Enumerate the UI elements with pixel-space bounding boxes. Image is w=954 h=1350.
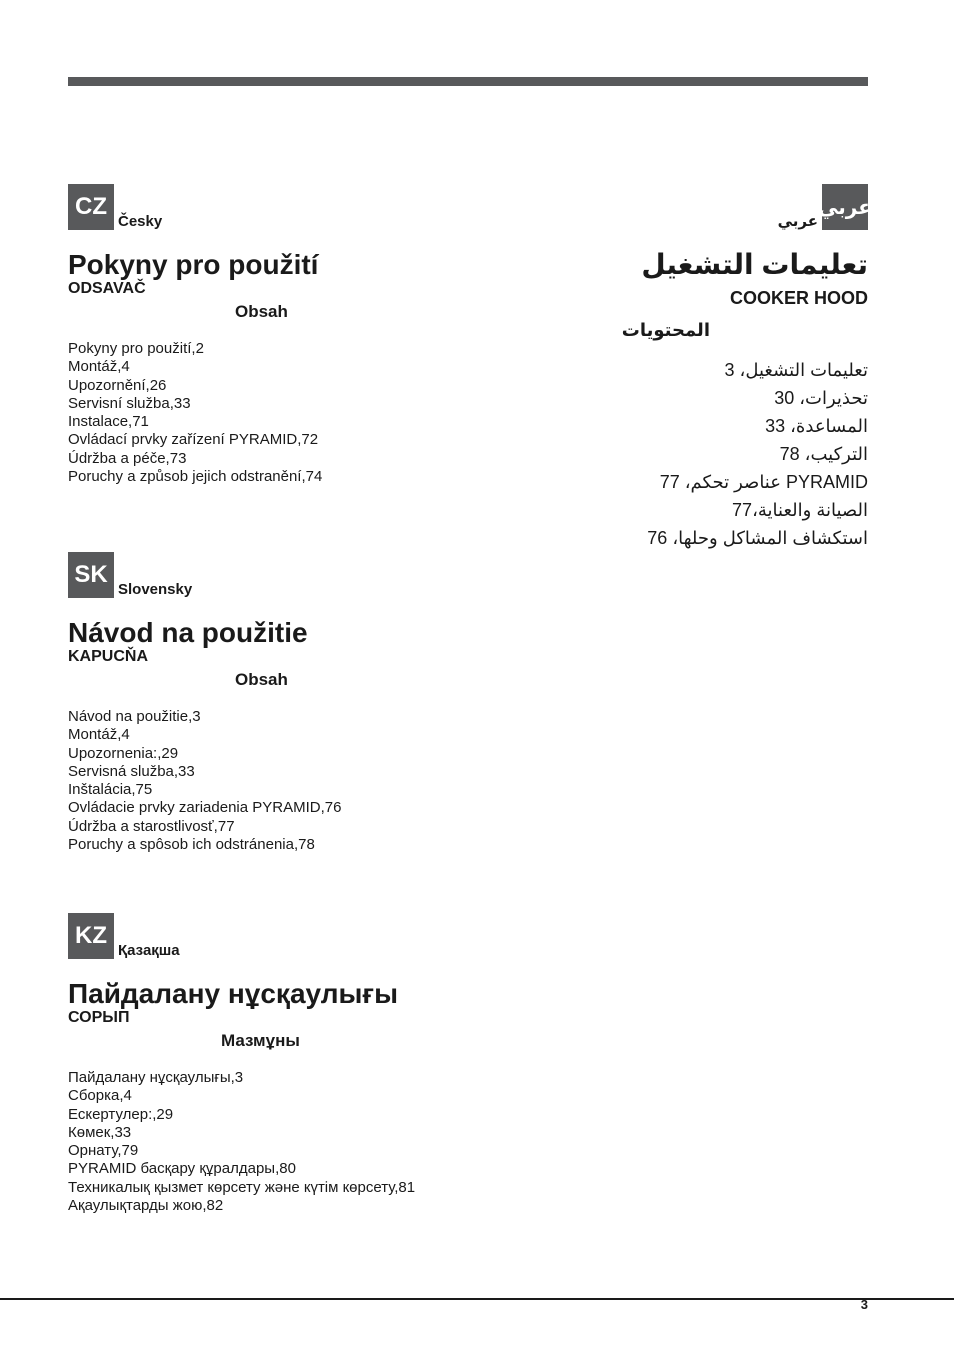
contents-heading: Мазмұны (221, 1031, 300, 1050)
toc-item[interactable]: Servisní služba,33 (68, 394, 191, 412)
toc-item[interactable]: Сборка,4 (68, 1087, 132, 1105)
toc-item[interactable]: Poruchy a spôsob ich odstránenia,78 (68, 836, 315, 854)
contents-heading: Obsah (235, 670, 288, 689)
section-title: Pokyny pro použití (68, 249, 319, 280)
toc-item[interactable]: التركيب، 78 (779, 444, 868, 464)
section-ar (560, 184, 872, 552)
section-subtitle: COOKER HOOD (729, 288, 868, 308)
section-subtitle: KAPUCŇA (68, 648, 148, 665)
section-kz (68, 913, 488, 1215)
language-header (68, 184, 488, 230)
language-header (560, 184, 872, 230)
language-name: Қазақша (118, 942, 180, 959)
toc-item[interactable]: تحذيرات، 30 (774, 388, 868, 408)
toc-item[interactable]: Техникалық қызмет көрсету және күтім көрсету,81 (68, 1178, 416, 1196)
section-sk (68, 552, 488, 854)
toc-item[interactable]: Upozornenia:,29 (68, 744, 179, 762)
section-title: Návod na použitie (68, 617, 308, 648)
toc-item[interactable]: Montáž,4 (68, 726, 130, 744)
toc-item[interactable]: PYRAMID басқару құралдары,80 (68, 1160, 296, 1178)
toc-list (68, 340, 488, 486)
header-rule (68, 77, 868, 86)
language-name: عربي (777, 213, 818, 230)
toc-list (68, 708, 488, 854)
toc-item[interactable]: Poruchy a způsob jejich odstranění,74 (68, 468, 323, 486)
toc-item[interactable]: Servisná služba,33 (68, 762, 195, 780)
toc-item[interactable]: Pokyny pro použití,2 (68, 340, 204, 357)
toc-item[interactable]: المساعدة، 33 (765, 416, 868, 436)
toc-item[interactable]: تعليمات التشغيل، 3 (724, 360, 868, 380)
toc-item[interactable]: استكشاف المشاكل وحلها، 76 (647, 528, 868, 548)
language-badge: KZ (68, 913, 114, 959)
contents-heading: Obsah (235, 302, 288, 321)
language-badge: CZ (68, 184, 114, 230)
section-cz (68, 184, 488, 486)
toc-list (560, 356, 868, 552)
toc-item[interactable]: Údržba a péče,73 (68, 449, 187, 467)
toc-item[interactable]: الصيانة والعناية،77 (732, 500, 868, 520)
footer-rule (0, 1298, 954, 1300)
language-badge: SK (68, 552, 114, 598)
contents-heading: المحتويات (621, 320, 710, 340)
toc-item[interactable]: Ovládací prvky zařízení PYRAMID,72 (68, 431, 319, 449)
section-subtitle: СОРЫП (68, 1009, 130, 1026)
section-subtitle: ODSAVAČ (68, 280, 146, 297)
toc-item[interactable]: Inštalácia,75 (68, 781, 153, 799)
language-name: Česky (118, 213, 163, 230)
toc-item[interactable]: Návod na použitie,3 (68, 708, 201, 725)
toc-item[interactable]: Montáž,4 (68, 358, 130, 376)
toc-list (68, 1069, 488, 1215)
toc-item[interactable]: Údržba a starostlivosť,77 (68, 817, 235, 835)
toc-item[interactable]: Ескертулер:,29 (68, 1105, 174, 1123)
toc-item[interactable]: Ақаулықтарды жою,82 (68, 1197, 224, 1215)
toc-item[interactable]: Пайдалану нұсқаулығы,3 (68, 1069, 244, 1086)
language-name: Slovensky (118, 581, 193, 598)
toc-item[interactable]: Ovládacie prvky zariadenia PYRAMID,76 (68, 799, 342, 817)
language-header (68, 552, 488, 598)
toc-item[interactable]: Upozornění,26 (68, 376, 167, 394)
language-badge: عربي (822, 184, 868, 230)
toc-item[interactable]: Орнату,79 (68, 1142, 139, 1160)
section-title: Пайдалану нұсқаулығы (68, 978, 398, 1009)
language-header (68, 913, 488, 959)
toc-item[interactable]: PYRAMID عناصر تحكم، 77 (659, 472, 868, 492)
toc-item[interactable]: Instalace,71 (68, 413, 149, 431)
page-number: 3 (860, 1297, 868, 1312)
toc-item[interactable]: Көмек,33 (68, 1123, 132, 1141)
section-title: تعليمات التشغيل (641, 249, 868, 280)
